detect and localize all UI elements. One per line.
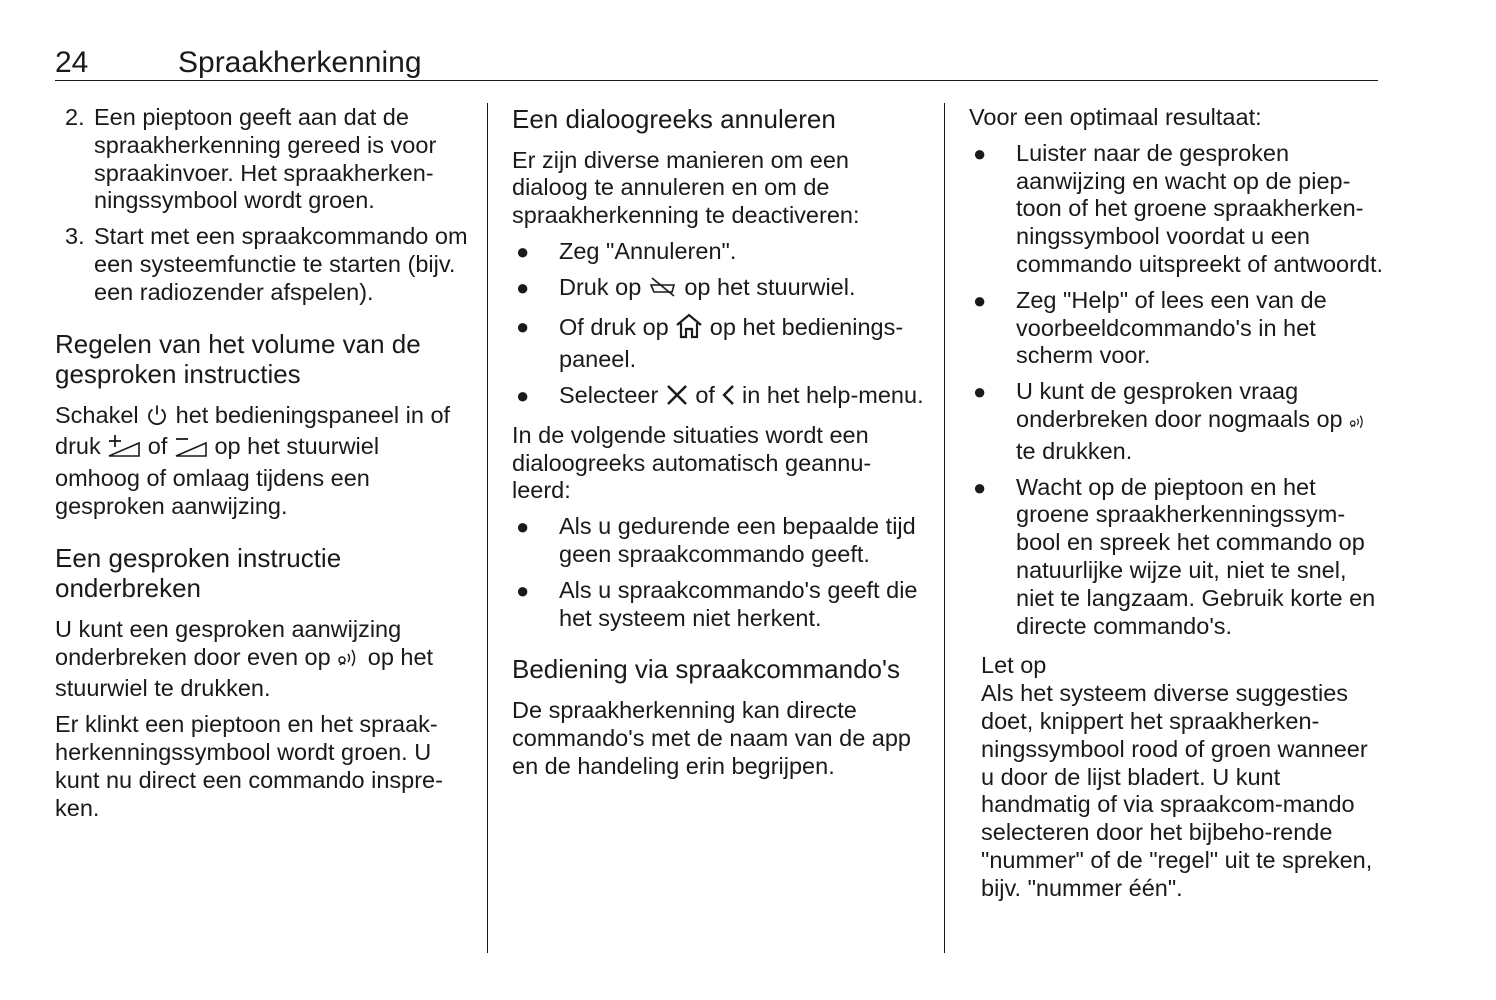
list-item: ● Zeg "Help" of lees een van de voorbeeldcommando's in het scherm voor. bbox=[973, 286, 1327, 369]
volume-paragraph: Schakel het bedieningspaneel in of druk of op het stuurwiel omhoog of omlaag tijdens een gesproken aanwijzing. bbox=[55, 401, 451, 519]
list-item: ● Luister naar de gesproken aanwijzing en wacht op de piep-toon of het groene spraakherken-ningssymbool voordat u een commando uitspreekt of antwoordt. bbox=[973, 139, 1384, 277]
column-left bbox=[55, 104, 470, 830]
bullet-dot: ● bbox=[973, 474, 987, 500]
column-right bbox=[969, 104, 1384, 903]
auto-cancel-intro: In de volgende situaties wordt een dialoogreeks automatisch geannu-leerd: bbox=[512, 421, 872, 504]
list-item bbox=[55, 104, 470, 215]
interrupt-paragraph-2: Er klinkt een pieptoon en het spraak-herkenningssymbool wordt groen. U kunt nu direct een commando inspre-ken. bbox=[55, 711, 443, 821]
home-icon bbox=[675, 313, 703, 346]
list-item: ● Wacht op de pieptoon en het groene spraakherkenningssym-bool en spreek het commando op natuurlijke wijze uit, niet te snel, niet te langzaam. Gebruik korte en directe commando's. bbox=[973, 473, 1376, 639]
cancel-intro: Er zijn diverse manieren om een dialoog te annuleren en om de spraakherkenning te deactiveren: bbox=[512, 146, 860, 229]
steps-list bbox=[55, 104, 470, 307]
bullet-dot: ● bbox=[973, 140, 987, 166]
bullet-dot: ● bbox=[516, 314, 530, 340]
close-x-icon bbox=[665, 383, 689, 414]
note-label: Let op bbox=[981, 652, 1047, 679]
direct-commands-heading: Bediening via spraakcommando's bbox=[512, 654, 900, 685]
interrupt-heading: Een gesproken instructie onderbreken bbox=[55, 542, 342, 604]
column-middle bbox=[512, 104, 927, 788]
direct-commands-paragraph: De spraakherkenning kan directe commando's met de naam van de app en de handeling erin begrijpen. bbox=[512, 696, 911, 779]
back-chevron-icon bbox=[721, 383, 735, 414]
bullet-dot: ● bbox=[516, 383, 530, 409]
bullet-dot: ● bbox=[516, 274, 530, 300]
interrupt-paragraph-1: U kunt een gesproken aanwijzing onderbreken door even op op het stuurwiel te drukken. bbox=[55, 615, 434, 702]
list-item bbox=[55, 223, 470, 306]
list-item: ● Als u spraakcommando's geeft die het systeem niet herkent. bbox=[516, 576, 918, 631]
bullet-dot: ● bbox=[516, 238, 530, 264]
power-icon bbox=[145, 403, 169, 434]
list-item: ● Zeg "Annuleren". bbox=[516, 237, 737, 264]
note-body: Als het systeem diverse suggesties doet, knippert het spraakherken-ningssymbool rood of groen wanneer u door de lijst bladert. U kunt handmatig of via spraakcom-mando selecteren door het bijbeho-rende "nummer" of de "regel" uit te spreken, bijv. "nummer één". bbox=[981, 680, 1373, 901]
keyword-help: Help bbox=[1071, 286, 1120, 313]
step-text: Een pieptoon geeft aan dat de spraakherkenning gereed is voor spraakinvoer. Het spraakherken-ningssymbool wordt groen. bbox=[94, 104, 437, 214]
bullet-dot: ● bbox=[973, 379, 987, 405]
volume-heading: Regelen van het volume van de gesproken instructies bbox=[55, 328, 421, 390]
list-item: ● Of druk op op het bedienings-paneel. bbox=[516, 314, 904, 373]
voice-control-icon bbox=[1349, 410, 1367, 438]
cancel-list bbox=[512, 238, 927, 414]
voice-control-icon bbox=[337, 645, 361, 676]
auto-cancel-list bbox=[512, 513, 927, 632]
page-number: 24 bbox=[55, 46, 89, 79]
tips-intro: Voor een optimaal resultaat: bbox=[969, 104, 1262, 130]
step-text: Start met een spraakcommando om een systeemfunctie te starten (bijv. een radiozender afspelen). bbox=[94, 223, 468, 305]
bullet-dot: ● bbox=[973, 287, 987, 313]
column-divider-2 bbox=[944, 103, 945, 953]
step-number: 3. bbox=[65, 223, 85, 250]
volume-up-icon bbox=[107, 434, 141, 465]
step-number: 2. bbox=[65, 104, 85, 130]
volume-down-icon bbox=[174, 434, 208, 465]
keyword-annuleren: Annuleren bbox=[614, 237, 722, 264]
voice-off-icon bbox=[648, 275, 678, 306]
column-divider-1 bbox=[487, 103, 488, 953]
list-item: ● U kunt de gesproken vraag onderbreken door nogmaals op te drukken. bbox=[969, 378, 1384, 465]
cancel-heading: Een dialoogreeks annuleren bbox=[512, 104, 836, 134]
page-header bbox=[55, 40, 1378, 81]
list-item: ● Druk op op het stuurwiel. bbox=[512, 274, 927, 306]
bullet-dot: ● bbox=[516, 514, 530, 540]
list-item: ● Selecteer of in het help-menu. bbox=[512, 382, 927, 414]
bullet-dot: ● bbox=[516, 577, 530, 603]
note-box bbox=[981, 652, 1384, 902]
section-title: Spraakherkenning bbox=[178, 46, 422, 79]
tips-list bbox=[969, 140, 1384, 641]
list-item: ● Als u gedurende een bepaalde tijd geen spraakcommando geeft. bbox=[516, 513, 916, 568]
